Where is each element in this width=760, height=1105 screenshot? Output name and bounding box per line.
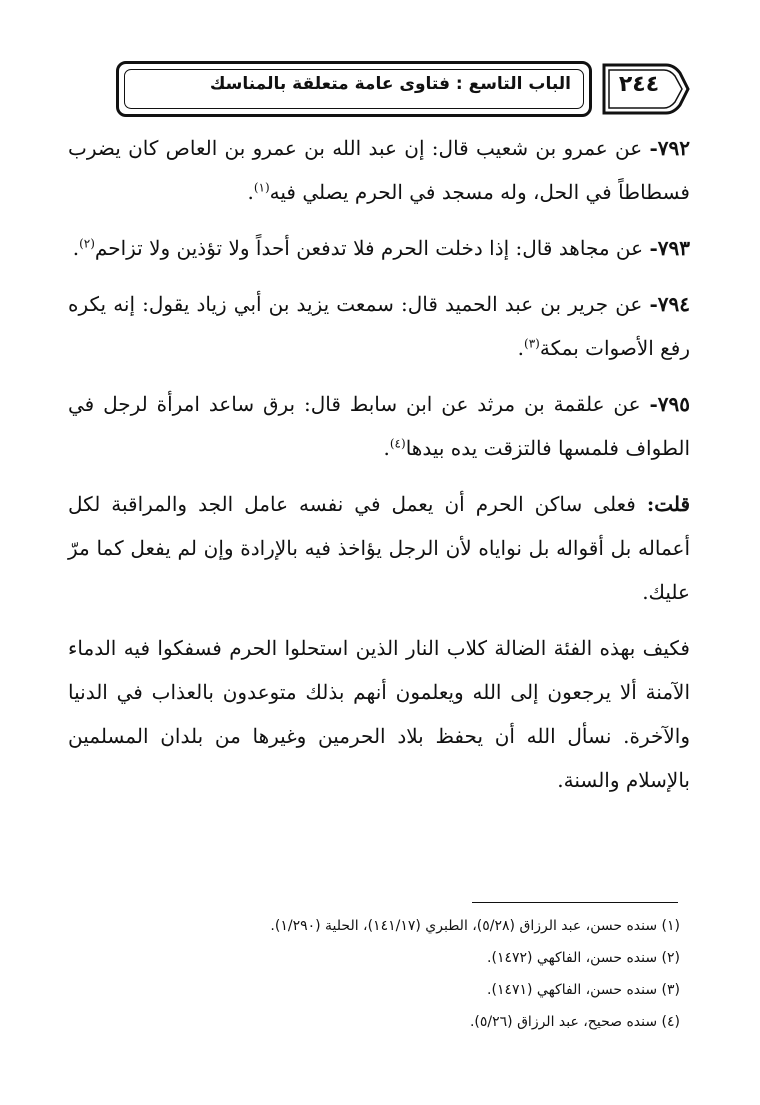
- entry-text: عن علقمة بن مرثد عن ابن سابط قال: برق ساعد امرأة لرجل في الطواف فلمسها فالتزقت يده بيدها: [68, 392, 690, 460]
- entry-number: ٧٩٣-: [649, 236, 690, 260]
- main-text: [68, 126, 690, 814]
- entry-number: ٧٩٢-: [649, 136, 691, 160]
- entry-end: .: [247, 180, 254, 204]
- page-number-badge: [600, 61, 692, 117]
- footnote-4: (٤) سنده صحيح، عبد الرزاق (٥/٢٦).: [469, 1014, 680, 1030]
- entry-text: عن مجاهد قال: إذا دخلت الحرم فلا تدفعن أحداً ولا تؤذين ولا تزاحم: [94, 236, 644, 260]
- entry-end: .: [517, 336, 525, 360]
- page-header: [116, 61, 692, 117]
- footnote-3: (٣) سنده حسن، الفاكهي (١٤٧١).: [487, 982, 680, 998]
- footnote-ref: (١): [253, 180, 270, 195]
- header-title-frame: [116, 61, 592, 117]
- page-number: ٢٤٤: [618, 72, 660, 97]
- entry-text: عن عمرو بن شعيب قال: إن عبد الله بن عمرو بن العاص كان يضرب فسطاطاً في الحل، وله مسجد في الحرم يصلي فيه: [68, 136, 690, 204]
- footnote-ref: (٢): [79, 236, 95, 251]
- entry-text: عن جرير بن عبد الحميد قال: سمعت يزيد بن أبي زياد يقول: إنه يكره رفع الأصوات بمكة: [68, 292, 690, 360]
- chapter-title: الباب التاسع : فتاوى عامة متعلقة بالمناسك: [209, 74, 571, 94]
- footnote-1: (١) سنده حسن، عبد الرزاق (٥/٢٨)، الطبري (١٤١/١٧)، الحلية (١/٢٩٠).: [270, 918, 680, 934]
- footnote-ref: (٣): [524, 336, 540, 351]
- footnote-divider: [472, 902, 678, 903]
- footnote-2: (٢) سنده حسن، الفاكهي (١٤٧٢).: [487, 950, 680, 966]
- closing-paragraph: فكيف بهذه الفئة الضالة كلاب النار الذين استحلوا الحرم فسفكوا فيه الدماء الآمنة ألا يرجعون إلى الله ويعلمون أنهم بذلك متوعدون بالعذاب في الدنيا والآخرة. نسأل الله أن يحفظ بلاد الحرمين وغيرها من بلدان المسلمين بالإسلام والسنة.: [68, 636, 690, 792]
- entry-number: ٧٩٥-: [649, 392, 691, 416]
- entry-end: .: [72, 236, 80, 260]
- comment-text: فعلى ساكن الحرم أن يعمل في نفسه عامل الجد والمراقبة لكل أعماله بل أقواله بل نواياه لأن الرجل يؤاخذ فيه بالإرادة وإن لم يفعل كما مرّ عليك.: [68, 492, 690, 604]
- comment-label: قلت:: [646, 492, 691, 516]
- entry-793: [68, 226, 690, 270]
- footnotes: [150, 910, 680, 1038]
- entry-792: [68, 126, 690, 214]
- entry-number: ٧٩٤-: [649, 292, 691, 316]
- footnote-ref: (٤): [389, 436, 406, 451]
- author-comment: [68, 482, 690, 614]
- entry-795: [68, 382, 690, 470]
- entry-794: [68, 282, 690, 370]
- entry-end: .: [383, 436, 390, 460]
